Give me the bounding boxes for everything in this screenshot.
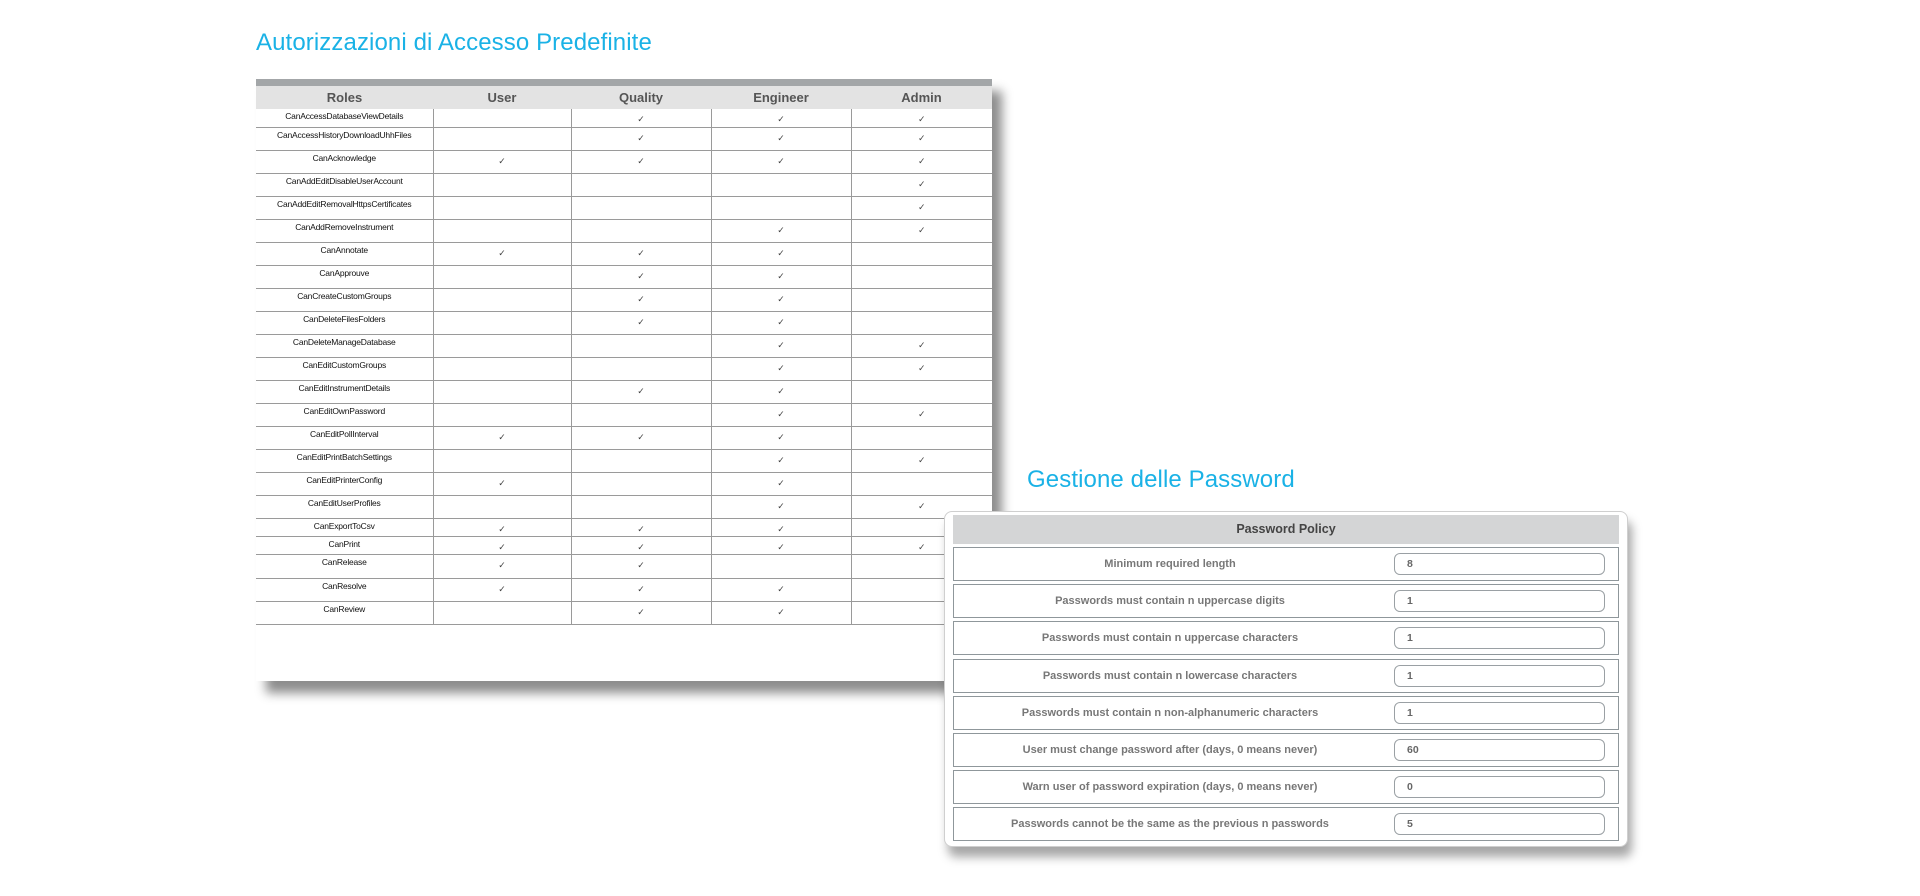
check-icon-admin: ✓ <box>851 219 992 242</box>
check-cell-admin <box>851 311 992 334</box>
policy-value-input[interactable] <box>1394 813 1605 835</box>
role-cell: CanReview <box>256 601 433 624</box>
role-cell: CanEditUserProfiles <box>256 495 433 518</box>
policy-value-input[interactable] <box>1394 702 1605 724</box>
check-icon-quality: ✓ <box>571 518 711 536</box>
role-cell: CanEditOwnPassword <box>256 403 433 426</box>
password-policy-row <box>953 659 1619 693</box>
check-icon-user: ✓ <box>433 578 571 601</box>
check-cell-user <box>433 380 571 403</box>
check-icon-quality: ✓ <box>571 554 711 578</box>
check-icon-engineer: ✓ <box>711 578 851 601</box>
check-icon-engineer: ✓ <box>711 380 851 403</box>
check-icon-engineer: ✓ <box>711 219 851 242</box>
check-icon-engineer: ✓ <box>711 426 851 449</box>
policy-value-input[interactable] <box>1394 553 1605 575</box>
check-icon-quality: ✓ <box>571 150 711 173</box>
check-icon-engineer: ✓ <box>711 127 851 150</box>
check-icon-quality: ✓ <box>571 265 711 288</box>
table-row <box>256 578 992 601</box>
policy-label: Passwords must contain n non-alphanumeric characters <box>1021 706 1319 719</box>
permissions-title: Autorizzazioni di Accesso Predefinite <box>256 29 652 56</box>
check-cell-user <box>433 403 571 426</box>
check-icon-user: ✓ <box>433 242 571 265</box>
check-icon-engineer: ✓ <box>711 311 851 334</box>
check-icon-user: ✓ <box>433 518 571 536</box>
check-cell-user <box>433 449 571 472</box>
check-icon-engineer: ✓ <box>711 357 851 380</box>
password-policy-row <box>953 770 1619 804</box>
table-row <box>256 449 992 472</box>
check-cell-user <box>433 311 571 334</box>
role-cell: CanEditPollInterval <box>256 426 433 449</box>
check-icon-engineer: ✓ <box>711 495 851 518</box>
role-cell: CanAddEditDisableUserAccount <box>256 173 433 196</box>
role-cell: CanAccessDatabaseViewDetails <box>256 109 433 127</box>
password-policy-row <box>953 621 1619 655</box>
table-row <box>256 150 992 173</box>
role-cell: CanAddRemoveInstrument <box>256 219 433 242</box>
check-icon-quality: ✓ <box>571 242 711 265</box>
check-icon-engineer: ✓ <box>711 334 851 357</box>
check-icon-engineer: ✓ <box>711 288 851 311</box>
password-policy-row <box>953 584 1619 618</box>
check-cell-engineer <box>711 554 851 578</box>
role-cell: CanEditInstrumentDetails <box>256 380 433 403</box>
policy-value-input[interactable] <box>1394 776 1605 798</box>
policy-value-input[interactable] <box>1394 739 1605 761</box>
check-cell-user <box>433 196 571 219</box>
role-cell: CanAddEditRemovalHttpsCertificates <box>256 196 433 219</box>
check-icon-engineer: ✓ <box>711 518 851 536</box>
check-icon-quality: ✓ <box>571 380 711 403</box>
role-cell: CanDeleteManageDatabase <box>256 334 433 357</box>
password-policy-row <box>953 547 1619 581</box>
permissions-table <box>256 86 992 625</box>
check-cell-admin <box>851 242 992 265</box>
check-icon-quality: ✓ <box>571 426 711 449</box>
check-icon-admin: ✓ <box>851 334 992 357</box>
check-cell-quality <box>571 219 711 242</box>
check-icon-admin: ✓ <box>851 109 992 127</box>
check-icon-user: ✓ <box>433 472 571 495</box>
check-icon-quality: ✓ <box>571 311 711 334</box>
password-policy-row <box>953 807 1619 841</box>
check-cell-admin <box>851 265 992 288</box>
check-cell-user <box>433 127 571 150</box>
check-icon-quality: ✓ <box>571 288 711 311</box>
check-icon-engineer: ✓ <box>711 150 851 173</box>
table-row <box>256 426 992 449</box>
check-cell-user <box>433 357 571 380</box>
check-icon-admin: ✓ <box>851 173 992 196</box>
password-policy-row <box>953 733 1619 767</box>
check-cell-user <box>433 173 571 196</box>
role-cell: CanEditPrintBatchSettings <box>256 449 433 472</box>
table-row <box>256 495 992 518</box>
role-cell: CanResolve <box>256 578 433 601</box>
check-icon-engineer: ✓ <box>711 265 851 288</box>
check-icon-engineer: ✓ <box>711 449 851 472</box>
policy-value-input[interactable] <box>1394 590 1605 612</box>
table-row <box>256 288 992 311</box>
check-cell-admin <box>851 380 992 403</box>
check-icon-user: ✓ <box>433 426 571 449</box>
check-cell-quality <box>571 173 711 196</box>
table-row <box>256 265 992 288</box>
table-row <box>256 334 992 357</box>
role-cell: CanEditPrinterConfig <box>256 472 433 495</box>
column-header-quality: Quality <box>571 86 711 109</box>
table-row <box>256 109 992 127</box>
policy-label: Passwords cannot be the same as the previous n passwords <box>1011 818 1329 831</box>
table-row <box>256 173 992 196</box>
role-cell: CanAccessHistoryDownloadUhhFiles <box>256 127 433 150</box>
check-cell-user <box>433 219 571 242</box>
role-cell: CanAnnotate <box>256 242 433 265</box>
role-cell: CanPrint <box>256 536 433 554</box>
check-icon-user: ✓ <box>433 536 571 554</box>
check-icon-engineer: ✓ <box>711 403 851 426</box>
check-cell-user <box>433 495 571 518</box>
check-cell-engineer <box>711 196 851 219</box>
check-cell-quality <box>571 449 711 472</box>
table-row <box>256 380 992 403</box>
password-policy-header: Password Policy <box>953 515 1619 544</box>
policy-label: Minimum required length <box>1104 558 1236 570</box>
check-cell-admin <box>851 472 992 495</box>
password-policy-row <box>953 696 1619 730</box>
check-icon-admin: ✓ <box>851 536 992 554</box>
password-policy-panel <box>944 511 1628 847</box>
table-top-bar <box>256 79 992 86</box>
permissions-table-panel <box>256 79 992 681</box>
table-row <box>256 219 992 242</box>
check-icon-admin: ✓ <box>851 127 992 150</box>
table-row <box>256 472 992 495</box>
role-cell: CanDeleteFilesFolders <box>256 311 433 334</box>
check-icon-quality: ✓ <box>571 578 711 601</box>
table-row <box>256 601 992 624</box>
column-header-admin: Admin <box>851 86 992 109</box>
check-cell-user <box>433 109 571 127</box>
check-cell-quality <box>571 495 711 518</box>
check-icon-quality: ✓ <box>571 601 711 624</box>
table-row <box>256 536 992 554</box>
table-row <box>256 127 992 150</box>
check-cell-quality <box>571 403 711 426</box>
check-icon-quality: ✓ <box>571 127 711 150</box>
table-row <box>256 554 992 578</box>
check-icon-engineer: ✓ <box>711 536 851 554</box>
check-icon-admin: ✓ <box>851 357 992 380</box>
policy-value-input[interactable] <box>1394 665 1605 687</box>
check-cell-quality <box>571 472 711 495</box>
role-cell: CanEditCustomGroups <box>256 357 433 380</box>
check-cell-engineer <box>711 173 851 196</box>
table-header-row <box>256 86 992 109</box>
policy-label: Warn user of password expiration (days, 0 means never) <box>1022 781 1318 794</box>
check-icon-engineer: ✓ <box>711 242 851 265</box>
role-cell: CanCreateCustomGroups <box>256 288 433 311</box>
role-cell: CanApprouve <box>256 265 433 288</box>
table-row <box>256 403 992 426</box>
check-cell-user <box>433 288 571 311</box>
policy-label: Passwords must contain n lowercase characters <box>1042 669 1298 682</box>
check-icon-admin: ✓ <box>851 495 992 518</box>
check-cell-user <box>433 265 571 288</box>
table-row <box>256 196 992 219</box>
check-icon-user: ✓ <box>433 150 571 173</box>
check-cell-admin <box>851 288 992 311</box>
check-icon-user: ✓ <box>433 554 571 578</box>
table-row <box>256 311 992 334</box>
column-header-user: User <box>433 86 571 109</box>
policy-label: Passwords must contain n uppercase digits <box>1055 595 1285 608</box>
check-icon-engineer: ✓ <box>711 109 851 127</box>
role-cell: CanAcknowledge <box>256 150 433 173</box>
policy-label: Passwords must contain n uppercase characters <box>1041 632 1299 645</box>
check-icon-admin: ✓ <box>851 196 992 219</box>
check-icon-quality: ✓ <box>571 109 711 127</box>
check-icon-admin: ✓ <box>851 403 992 426</box>
check-icon-engineer: ✓ <box>711 472 851 495</box>
role-cell: CanExportToCsv <box>256 518 433 536</box>
check-cell-quality <box>571 357 711 380</box>
policy-value-input[interactable] <box>1394 627 1605 649</box>
column-header-engineer: Engineer <box>711 86 851 109</box>
password-section-title: Gestione delle Password <box>1027 466 1295 493</box>
check-cell-quality <box>571 196 711 219</box>
table-row <box>256 357 992 380</box>
check-cell-admin <box>851 426 992 449</box>
policy-label: User must change password after (days, 0 means never) <box>1022 744 1318 756</box>
role-cell: CanRelease <box>256 554 433 578</box>
check-icon-quality: ✓ <box>571 536 711 554</box>
check-icon-engineer: ✓ <box>711 601 851 624</box>
table-row <box>256 518 992 536</box>
column-header-roles: Roles <box>256 86 433 109</box>
table-row <box>256 242 992 265</box>
check-icon-admin: ✓ <box>851 449 992 472</box>
check-icon-admin: ✓ <box>851 150 992 173</box>
check-cell-quality <box>571 334 711 357</box>
check-cell-user <box>433 601 571 624</box>
check-cell-user <box>433 334 571 357</box>
